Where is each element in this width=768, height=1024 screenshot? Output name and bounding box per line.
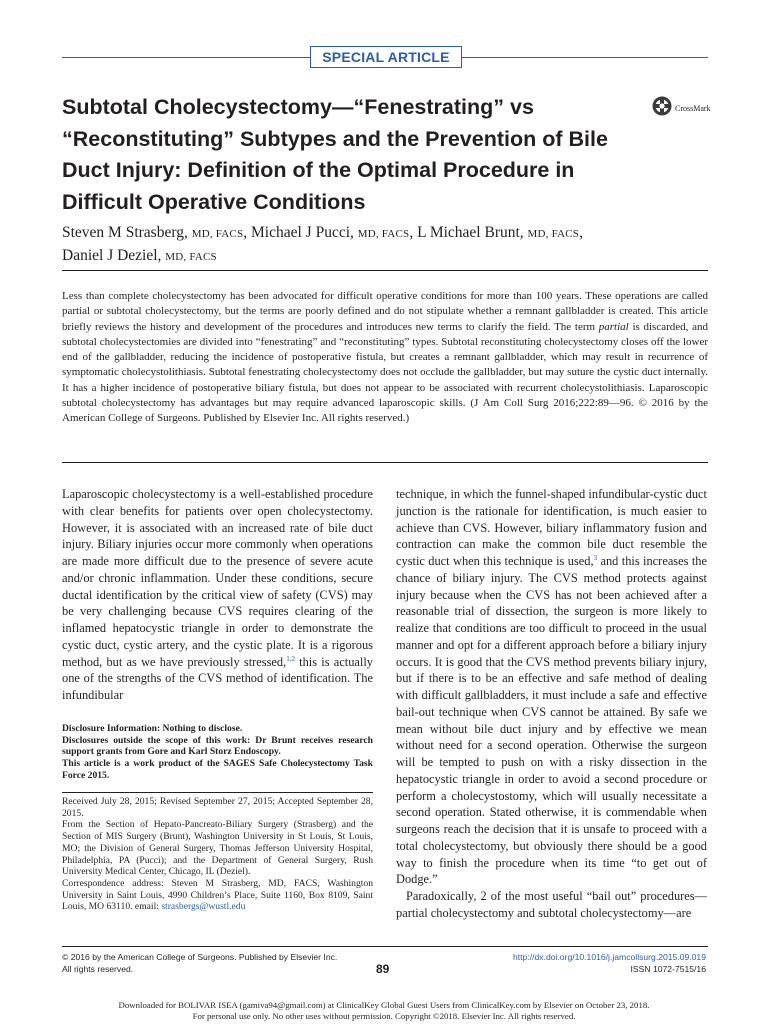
author-list: [62, 222, 682, 268]
received-dates: Received July 28, 2015; Revised September 27, 2015; Accepted September 28, 2015.: [62, 796, 373, 819]
crossmark-badge[interactable]: [652, 96, 711, 121]
footer-doi-block: [513, 951, 706, 975]
footer-copyright: [62, 951, 337, 975]
doi-link[interactable]: http://dx.doi.org/10.1016/j.jamcollsurg.2015.09.019: [512, 952, 706, 962]
author: Daniel J Deziel, MD, FACS: [62, 247, 217, 264]
author-name: Daniel J Deziel: [62, 247, 158, 264]
download-line-1: Downloaded for BOLIVAR ISEA (gamiva94@gmail.com) at ClinicalKey Global Guest Users from ClinicalKey.com by Elsevier on October 23, 2018.: [118, 1000, 650, 1010]
author: L Michael Brunt, MD, FACS,: [417, 224, 583, 241]
page-number: 89: [376, 962, 390, 976]
reference-link[interactable]: 3: [593, 553, 598, 562]
author-name: Michael J Pucci: [251, 224, 351, 241]
section-label-text: SPECIAL ARTICLE: [322, 49, 450, 65]
section-label: [310, 46, 462, 68]
disclosure-outside-scope: Disclosures outside the scope of this work: Dr Brunt receives research support grants from Gore and Karl Storz Endoscopy.: [62, 734, 373, 758]
body-right-column: [396, 486, 707, 922]
copyright-text: © 2016 by the American College of Surgeons. Published by Elsevier Inc.: [62, 952, 338, 962]
article-history-notes: [62, 796, 373, 913]
author: Michael J Pucci, MD, FACS,: [251, 224, 418, 241]
author-degrees: MD, FACS: [357, 228, 410, 240]
crossmark-label: CrossMark: [675, 104, 711, 113]
footer-rule: [62, 946, 708, 947]
author-degrees: MD, FACS: [527, 228, 580, 240]
body-left-column: [62, 486, 373, 704]
body-paragraph: Paradoxically, 2 of the most useful “bail out” procedures—partial cholecystectomy and subtotal cholecystectomy—are: [396, 889, 707, 920]
disclosure-info: Disclosure Information: Nothing to disclose.: [62, 723, 243, 734]
author-name: L Michael Brunt: [417, 224, 520, 241]
reference-link[interactable]: 1,2: [286, 654, 295, 663]
abstract: Less than complete cholecystectomy has been advocated for difficult operative conditions for more than 100 years. These operations are called partial or subtotal cholecystectomy, but the terms are poorly defined and do not stipulate whether a remnant gallbladder is created. This article briefly reviews the history and development of the procedures and introduces new terms to clarify the field. The term partial is discarded, and subtotal cholecystectomies are divided into “fenestrating” and “reconstituting” types. Subtotal reconstituting cholecystectomy closes off the lower end of the gallbladder, reducing the incidence of postoperative fistula, but creates a remnant gallbladder, which may result in recurrence of symptomatic cholecystolithiasis. Subtotal fenestrating cholecystectomy does not occlude the gallbladder, but may suture the cystic duct internally. It has a higher incidence of postoperative biliary fistula, but does not appear to be associated with recurrent cholecystolithiasis. Laparoscopic subtotal cholecystectomy has advantages but may require advanced laparoscopic skills. (J Am Coll Surg 2016;222:89—96. © 2016 by the American College of Surgeons. Published by Elsevier Inc. All rights reserved.): [62, 290, 708, 424]
download-notice: [0, 1000, 768, 1021]
crossmark-icon: [652, 96, 672, 121]
issn-text: ISSN 1072-7515/16: [630, 964, 706, 974]
body-paragraph: technique, in which the funnel-shaped infundibular-cystic duct junction is the rationale for identification, is much easier to achieve than CVS. However, biliary inflammatory fusion and contraction can make the common bile duct resemble the cystic duct when this technique is used,$^3$ and this increases the chance of biliary injury. The CVS method protects against injury because when the CVS has not been achieved after a reasonable trial of dissection, the surgeon is more likely to realize that conditions are too difficult to proceed in the usual manner and opt for a different approach before a biliary injury occurs. It is good that the CVS method prevents biliary injury, but if there is to be an effective and safe method of dealing with difficult gallbladders, it must include a safe and effective bail-out technique when CVS cannot be attained. By safe we mean without bile duct injury and by effective we mean without need for a second operation. Otherwise the surgeon will be tempted to push on with a risky dissection in the hepatocystic triangle in order to avoid a second procedure or perform a cholecystostomy, which will usually necessitate a second operation. Stated otherwise, it is commendable when surgeons reach the decision that it is unsafe to proceed with a total cholecystectomy, but obviously there should be a good way to finish the procedure when its time “to get out of Dodge.”: [396, 487, 707, 887]
work-product-note: This article is a work product of the SAGES Safe Cholecystectomy Task Force 2015.: [62, 758, 373, 781]
body-paragraph: Laparoscopic cholecystectomy is a well-established procedure with clear benefits for patients over open cholecystectomy. However, it is associated with an increased rate of bile duct injury. Biliary injuries occur more commonly when operations are made more difficult due to the presence of severe acute and/or chronic inflammation. Under these conditions, secure ductal identification by the critical view of safety (CVS) may be very challenging because CVS requires clearing of the inflamed hepatocystic triangle in order to demonstrate the cystic duct, cystic artery, and the cystic plate. It is a rigorous method, but as we have previously stressed,$^{1,2}$ this is actually one of the strengths of the CVS method of identification. The infundibular: [62, 487, 373, 702]
author-degrees: MD, FACS: [165, 251, 217, 263]
download-line-2: For personal use only. No other uses without permission. Copyright ©2018. Elsevier Inc. All rights reserved.: [192, 1010, 576, 1021]
abstract-bottom-rule: [62, 462, 708, 463]
rights-text: All rights reserved.: [62, 964, 134, 974]
notes-separator: [62, 792, 373, 793]
author-name: Steven M Strasberg: [62, 224, 184, 241]
author-degrees: MD, FACS: [191, 228, 244, 240]
article-title: Subtotal Cholecystectomy—“Fenestrating” vs “Reconstituting” Subtypes and the Prevention of Bile Duct Injury: Definition of the Optimal Procedure in Difficult Operative Conditions: [62, 95, 608, 214]
correspondence: Correspondence address: Steven M Strasberg, MD, FACS, Washington University in Saint Louis, 4990 Children’s Place, Suite 1160, Box 8109, Saint Louis, MO 63110. email: strasbergs@wustl.edu: [62, 877, 373, 913]
abstract-italic-term: partial: [598, 320, 629, 333]
email-link[interactable]: strasbergs@wustl.edu: [161, 901, 246, 913]
abstract-top-rule: [62, 270, 708, 271]
affiliations: From the Section of Hepato-Pancreato-Biliary Surgery (Strasberg) and the Section of MIS Surgery (Brunt), Washington University in St Louis, St Louis, MO; the Division of General Surgery, Thomas Jefferson University Hospital, Philadelphia, PA (Pucci); and the Department of General Surgery, Rush University Medical Center, Chicago, IL (Deziel).: [62, 819, 373, 878]
disclosure-notes: [62, 723, 373, 782]
author: Steven M Strasberg, MD, FACS,: [62, 224, 252, 241]
